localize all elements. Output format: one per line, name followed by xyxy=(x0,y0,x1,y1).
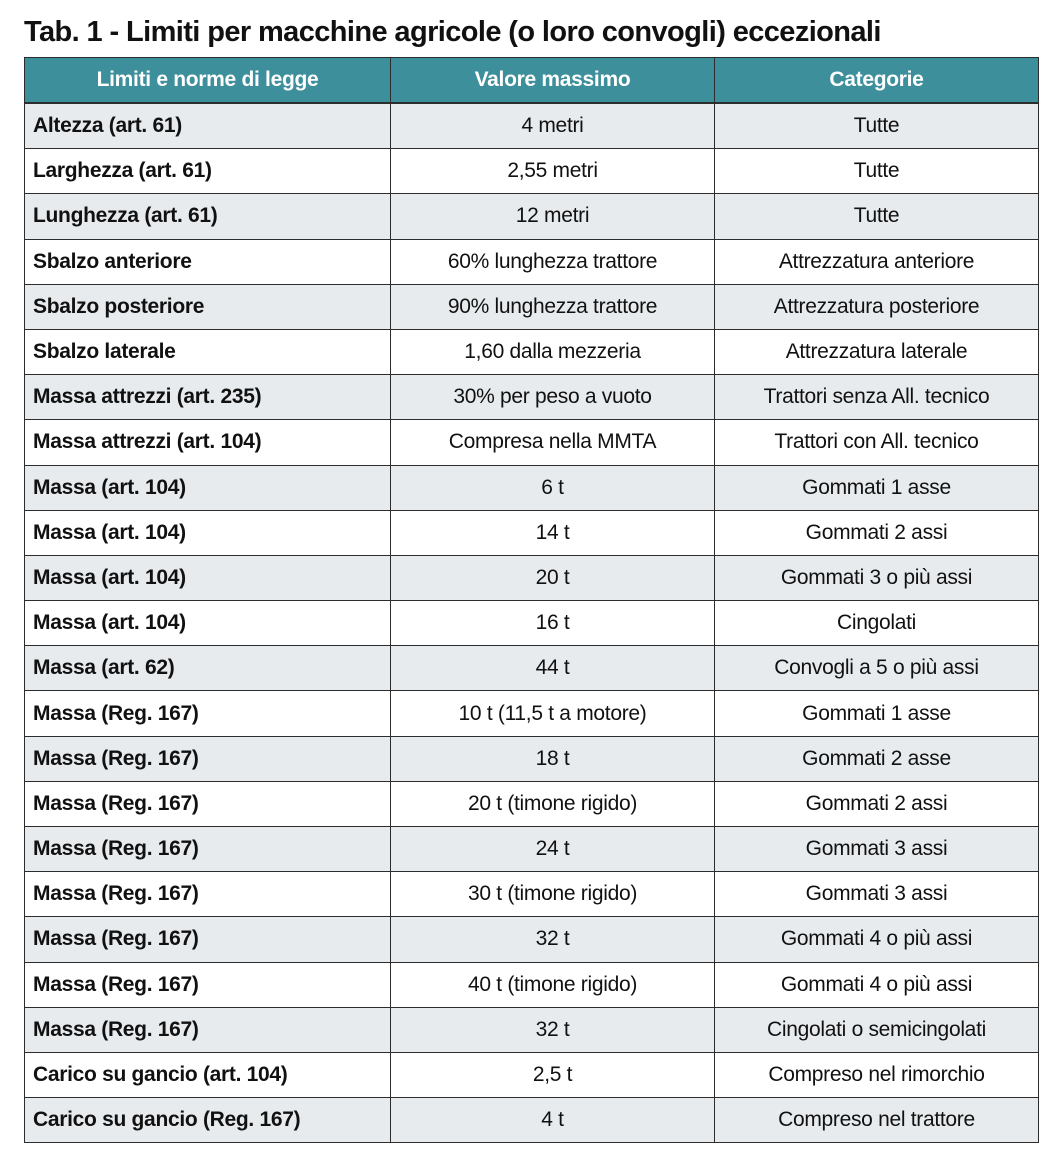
table-row xyxy=(25,555,1039,600)
cell-categoria: Cingolati xyxy=(715,601,1039,646)
cell-categoria: Gommati 2 assi xyxy=(715,510,1039,555)
cell-categoria: Attrezzatura laterale xyxy=(715,329,1039,374)
cell-categoria: Convogli a 5 o più assi xyxy=(715,646,1039,691)
cell-categoria: Trattori senza All. tecnico xyxy=(715,375,1039,420)
cell-categoria: Gommati 3 o più assi xyxy=(715,555,1039,600)
cell-limite: Massa (Reg. 167) xyxy=(25,736,391,781)
cell-categoria: Gommati 3 assi xyxy=(715,872,1039,917)
cell-limite: Massa attrezzi (art. 235) xyxy=(25,375,391,420)
cell-limite: Massa (Reg. 167) xyxy=(25,781,391,826)
cell-categoria: Gommati 2 asse xyxy=(715,736,1039,781)
table-row xyxy=(25,329,1039,374)
cell-categoria: Tutte xyxy=(715,149,1039,194)
cell-valore: 14 t xyxy=(391,510,715,555)
header-limiti: Limiti e norme di legge xyxy=(25,58,391,104)
table-row xyxy=(25,691,1039,736)
table-row xyxy=(25,375,1039,420)
cell-valore: 20 t (timone rigido) xyxy=(391,781,715,826)
table-row xyxy=(25,194,1039,239)
cell-limite: Carico su gancio (Reg. 167) xyxy=(25,1098,391,1143)
table-row xyxy=(25,103,1039,149)
table-row xyxy=(25,284,1039,329)
cell-limite: Massa (Reg. 167) xyxy=(25,917,391,962)
cell-valore: 10 t (11,5 t a motore) xyxy=(391,691,715,736)
table-row xyxy=(25,601,1039,646)
cell-categoria: Tutte xyxy=(715,194,1039,239)
table-row xyxy=(25,827,1039,872)
cell-limite: Massa (Reg. 167) xyxy=(25,827,391,872)
header-row xyxy=(25,58,1039,104)
table-row xyxy=(25,1007,1039,1052)
table-row xyxy=(25,646,1039,691)
cell-valore: 18 t xyxy=(391,736,715,781)
cell-limite: Sbalzo laterale xyxy=(25,329,391,374)
cell-limite: Massa (art. 104) xyxy=(25,465,391,510)
cell-limite: Massa (Reg. 167) xyxy=(25,962,391,1007)
cell-valore: 1,60 dalla mezzeria xyxy=(391,329,715,374)
cell-categoria: Attrezzatura anteriore xyxy=(715,239,1039,284)
cell-limite: Carico su gancio (art. 104) xyxy=(25,1052,391,1097)
cell-valore: 2,5 t xyxy=(391,1052,715,1097)
cell-limite: Sbalzo anteriore xyxy=(25,239,391,284)
table-row xyxy=(25,510,1039,555)
cell-categoria: Gommati 4 o più assi xyxy=(715,962,1039,1007)
table-row xyxy=(25,465,1039,510)
cell-valore: 4 t xyxy=(391,1098,715,1143)
cell-categoria: Attrezzatura posteriore xyxy=(715,284,1039,329)
cell-valore: 30% per peso a vuoto xyxy=(391,375,715,420)
cell-limite: Massa (Reg. 167) xyxy=(25,1007,391,1052)
cell-limite: Massa (art. 104) xyxy=(25,510,391,555)
table-title: Tab. 1 - Limiti per macchine agricole (o loro convogli) eccezionali xyxy=(24,16,881,48)
table-row xyxy=(25,917,1039,962)
cell-categoria: Gommati 3 assi xyxy=(715,827,1039,872)
cell-valore: 16 t xyxy=(391,601,715,646)
table-row xyxy=(25,1052,1039,1097)
cell-valore: 44 t xyxy=(391,646,715,691)
table-row xyxy=(25,149,1039,194)
header-categorie: Categorie xyxy=(715,58,1039,104)
cell-limite: Massa (Reg. 167) xyxy=(25,691,391,736)
table-row xyxy=(25,1098,1039,1143)
cell-valore: 30 t (timone rigido) xyxy=(391,872,715,917)
table-row xyxy=(25,736,1039,781)
cell-valore: 6 t xyxy=(391,465,715,510)
cell-valore: 32 t xyxy=(391,917,715,962)
cell-limite: Sbalzo posteriore xyxy=(25,284,391,329)
cell-valore: 24 t xyxy=(391,827,715,872)
cell-categoria: Compreso nel trattore xyxy=(715,1098,1039,1143)
table-row xyxy=(25,781,1039,826)
table-row xyxy=(25,962,1039,1007)
table-body xyxy=(25,103,1039,1143)
cell-valore: 20 t xyxy=(391,555,715,600)
cell-limite: Massa (art. 104) xyxy=(25,555,391,600)
cell-valore: 60% lunghezza trattore xyxy=(391,239,715,284)
limits-table xyxy=(24,57,1039,1143)
cell-limite: Massa (Reg. 167) xyxy=(25,872,391,917)
cell-valore: 32 t xyxy=(391,1007,715,1052)
cell-limite: Lunghezza (art. 61) xyxy=(25,194,391,239)
cell-valore: 90% lunghezza trattore xyxy=(391,284,715,329)
cell-valore: 4 metri xyxy=(391,103,715,149)
cell-categoria: Gommati 1 asse xyxy=(715,691,1039,736)
cell-categoria: Gommati 4 o più assi xyxy=(715,917,1039,962)
table-row xyxy=(25,872,1039,917)
cell-categoria: Gommati 1 asse xyxy=(715,465,1039,510)
cell-limite: Massa (art. 104) xyxy=(25,601,391,646)
cell-limite: Altezza (art. 61) xyxy=(25,103,391,149)
cell-valore: 12 metri xyxy=(391,194,715,239)
cell-limite: Massa attrezzi (art. 104) xyxy=(25,420,391,465)
table-row xyxy=(25,420,1039,465)
cell-limite: Massa (art. 62) xyxy=(25,646,391,691)
cell-categoria: Cingolati o semicingolati xyxy=(715,1007,1039,1052)
cell-valore: 40 t (timone rigido) xyxy=(391,962,715,1007)
table-header xyxy=(25,58,1039,104)
table-row xyxy=(25,239,1039,284)
cell-categoria: Trattori con All. tecnico xyxy=(715,420,1039,465)
cell-categoria: Tutte xyxy=(715,103,1039,149)
cell-valore: Compresa nella MMTA xyxy=(391,420,715,465)
cell-categoria: Compreso nel rimorchio xyxy=(715,1052,1039,1097)
cell-valore: 2,55 metri xyxy=(391,149,715,194)
cell-categoria: Gommati 2 assi xyxy=(715,781,1039,826)
cell-limite: Larghezza (art. 61) xyxy=(25,149,391,194)
header-valore: Valore massimo xyxy=(391,58,715,104)
